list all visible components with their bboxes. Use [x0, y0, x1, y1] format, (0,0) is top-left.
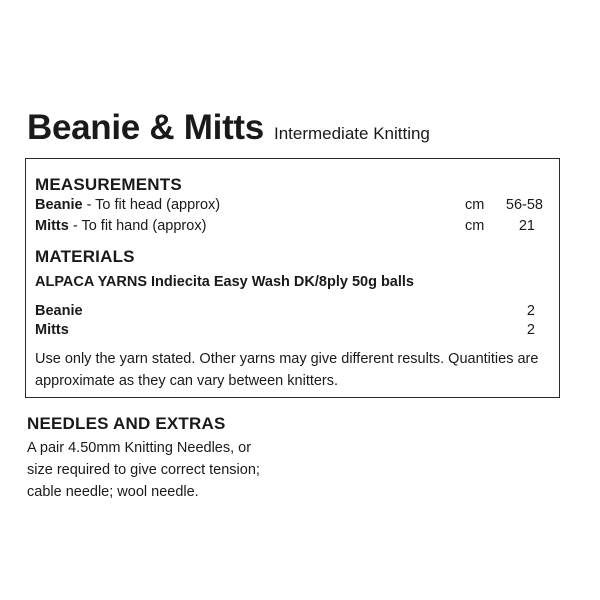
measurements-heading: MEASUREMENTS — [35, 175, 182, 194]
measurement-value: 56-58 — [505, 197, 543, 213]
measurement-label — [35, 197, 220, 213]
measurement-row-beanie — [35, 197, 559, 217]
materials-quantity: 2 — [526, 303, 535, 319]
title-row — [27, 108, 430, 148]
measurement-item: Beanie — [35, 197, 83, 213]
materials-quantity: 2 — [526, 322, 535, 338]
materials-label — [35, 322, 69, 338]
needles-heading: NEEDLES AND EXTRAS — [27, 414, 226, 433]
materials-row-mitts — [35, 322, 559, 342]
needles-line: A pair 4.50mm Knitting Needles, or — [27, 440, 252, 456]
materials-item: Mitts — [35, 322, 69, 338]
pattern-info-box — [25, 158, 560, 398]
materials-label — [35, 303, 83, 319]
measurement-item: Mitts — [35, 218, 69, 234]
measurement-row-mitts — [35, 218, 559, 238]
materials-item: Beanie — [35, 303, 83, 319]
yarn-note: Use only the yarn stated. Other yarns may give different results. Quantities are approximate as they can vary between knitters. — [35, 351, 539, 389]
needles-line: size required to give correct tension; — [27, 462, 260, 478]
needles-line: cable needle; wool needle. — [27, 484, 199, 500]
measurement-desc: - To fit hand (approx) — [68, 218, 207, 234]
measurement-label — [35, 218, 206, 234]
page-subtitle: Intermediate Knitting — [273, 124, 430, 143]
yarn-name: ALPACA YARNS Indiecita Easy Wash DK/8ply 50g balls — [35, 274, 414, 290]
measurement-unit: cm — [465, 218, 485, 234]
page-title: Beanie & Mitts — [27, 108, 264, 147]
needles-text — [27, 437, 260, 503]
materials-heading: MATERIALS — [35, 247, 135, 266]
materials-row-beanie — [35, 303, 559, 323]
measurement-unit: cm — [465, 197, 485, 213]
measurement-desc: - To fit head (approx) — [82, 197, 221, 213]
measurement-value: 21 — [518, 218, 535, 234]
